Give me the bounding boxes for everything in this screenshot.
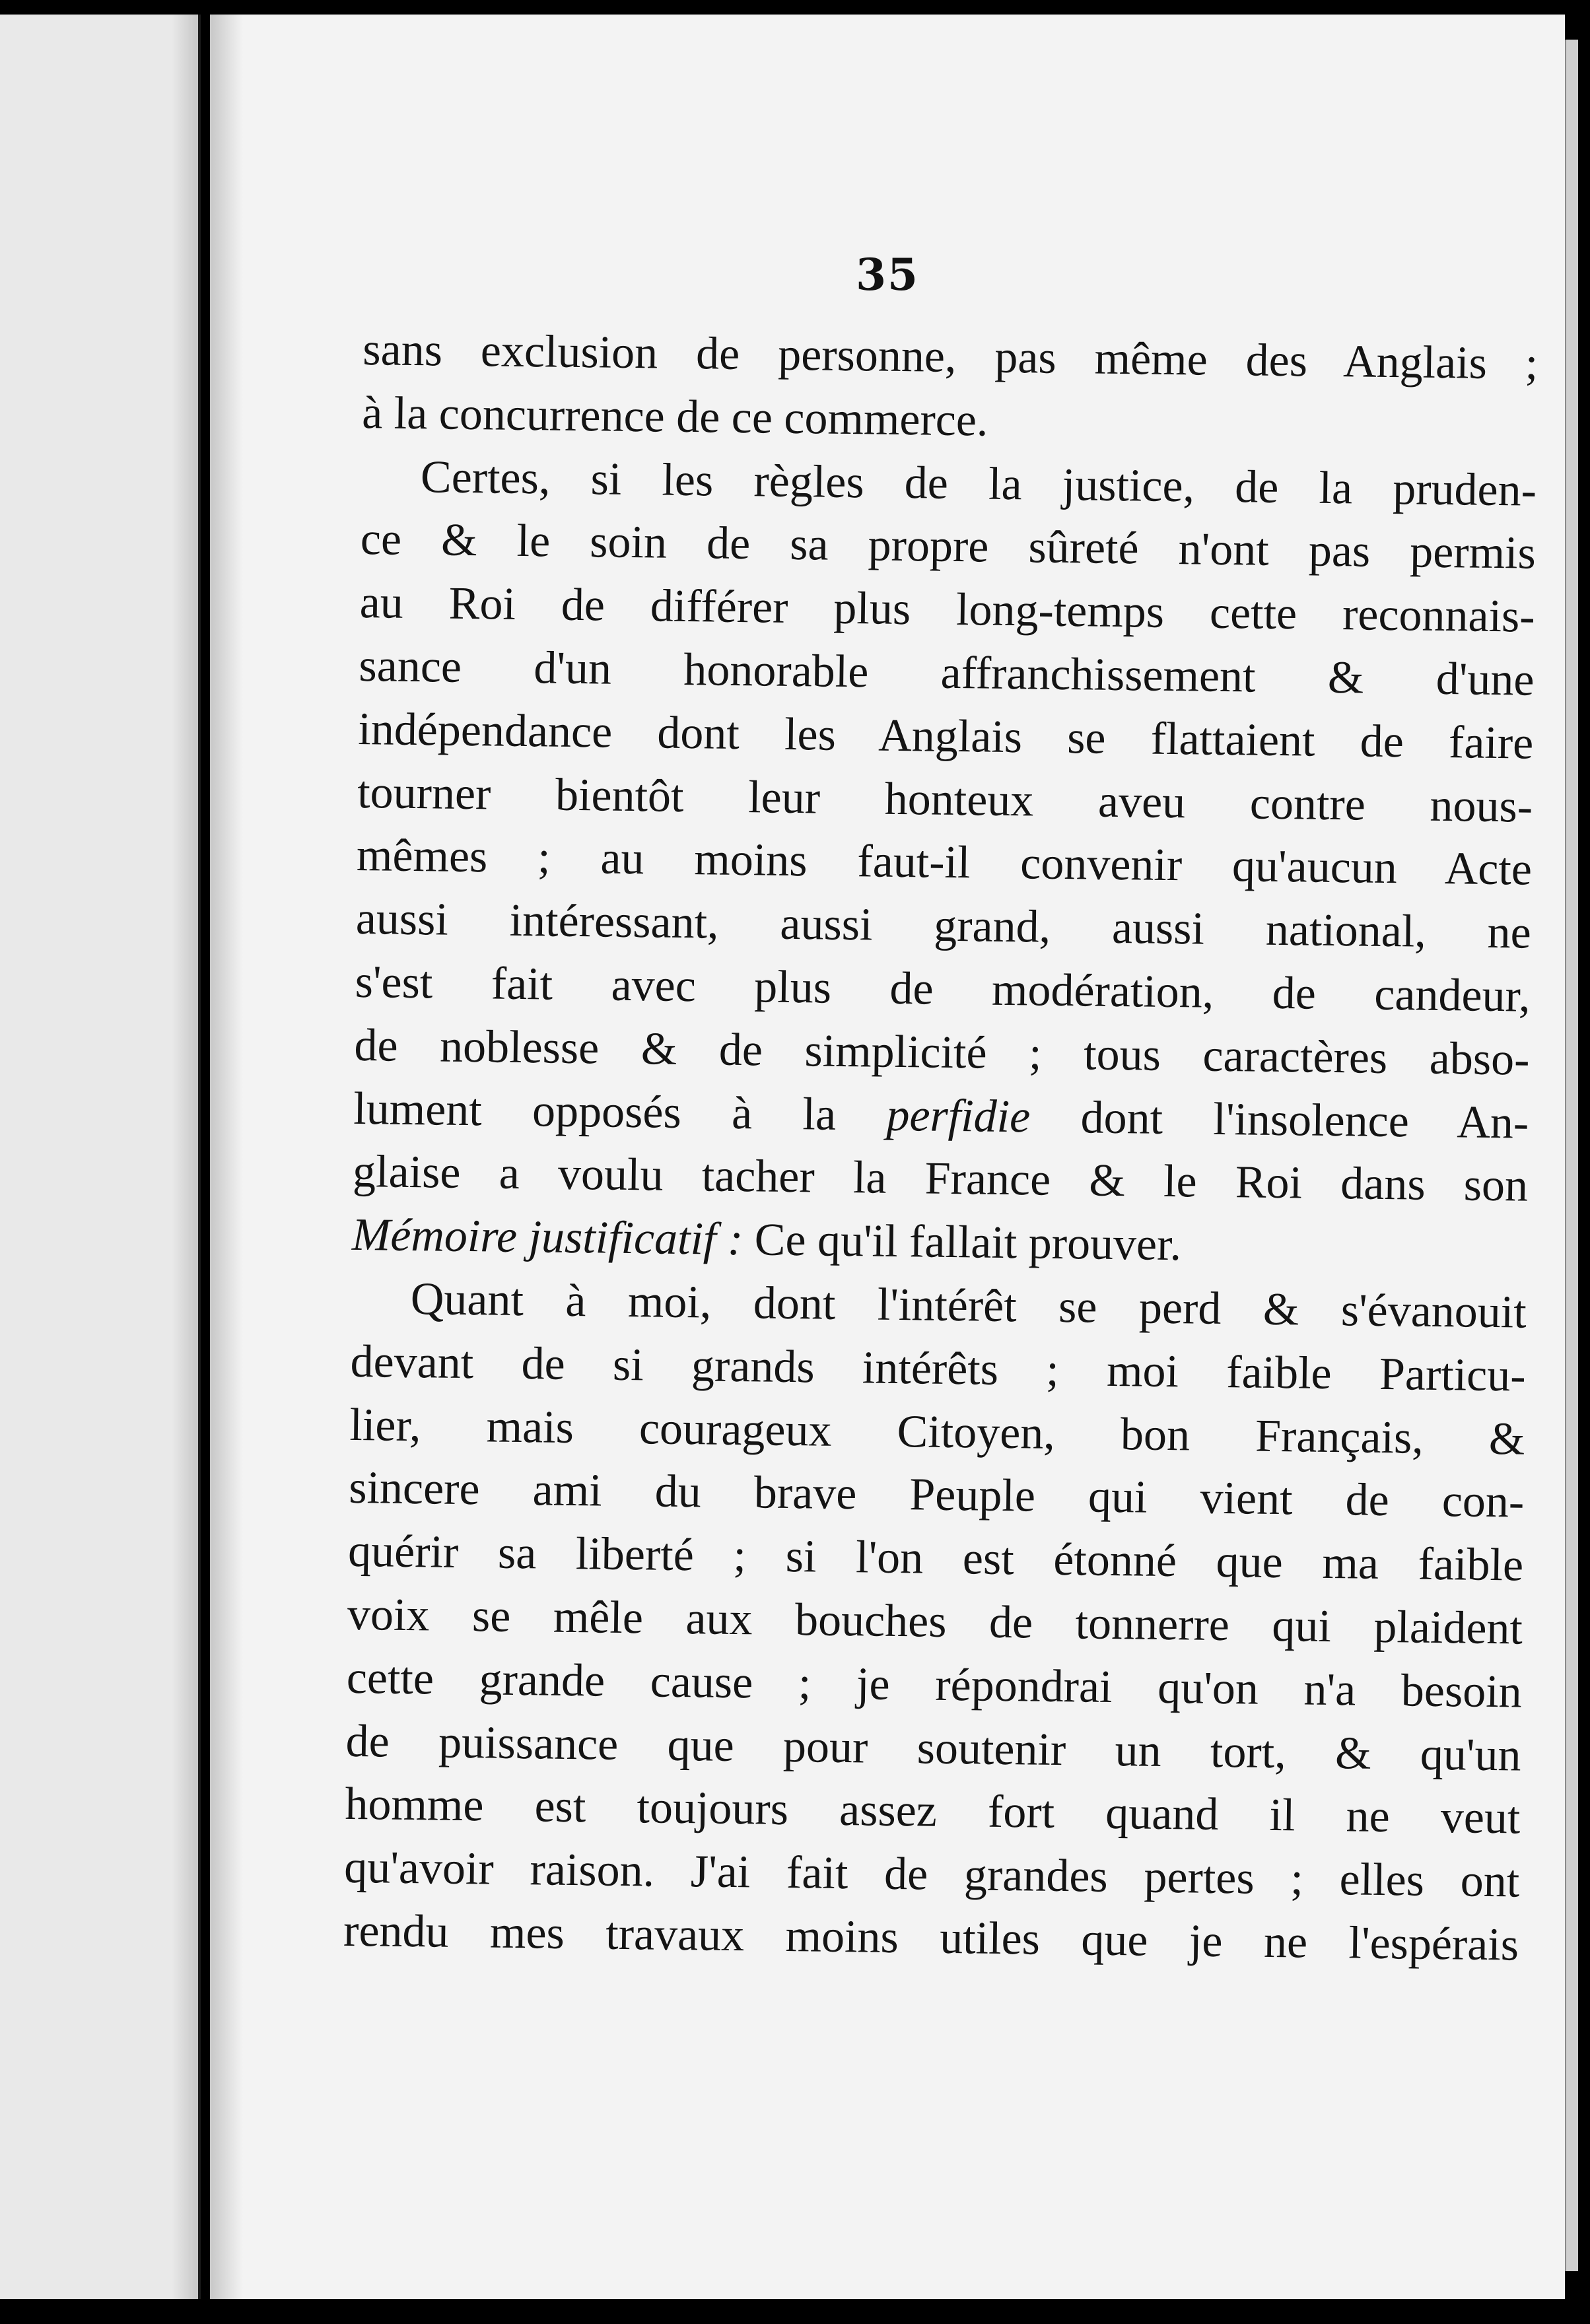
text-line-1: sans exclusion de personne, pas même des Anglais ;	[362, 324, 1538, 390]
text-line-17: devant de si grands intérêts ; moi faible Particu-	[350, 1336, 1527, 1402]
text-line-10: aussi intéressant, aussi grand, aussi national, ne	[355, 893, 1532, 959]
text-line-26: rendu mes travaux moins utiles que je ne l'espérais	[343, 1905, 1519, 1971]
right-page	[210, 15, 1565, 2299]
left-page-shadow	[172, 15, 198, 2299]
body-text	[343, 318, 1538, 1977]
italic-title-memoire: Mémoire justificatif :	[351, 1210, 743, 1266]
text-line-25: qu'avoir raison. J'ai fait de grandes pertes ; elles ont	[343, 1841, 1520, 1907]
text-line-7: indépendance dont les Anglais se flattaient de faire	[357, 703, 1534, 769]
page-fore-edge	[1565, 40, 1578, 2271]
text-line-9: mêmes ; au moins faut-il convenir qu'aucun Acte	[356, 830, 1533, 896]
text-line-22: cette grande cause ; je répondrai qu'on n'a besoin	[346, 1652, 1523, 1718]
text-line-18: lier, mais courageux Citoyen, bon Français, &	[349, 1399, 1525, 1465]
text-line-20: quérir sa liberté ; si l'on est étonné que ma faible	[347, 1526, 1524, 1591]
text-line-15-end: Ce qu'il fallait prouver.	[754, 1214, 1182, 1271]
text-line-23: de puissance que pour soutenir un tort, & qu'un	[345, 1715, 1522, 1781]
text-line-13-start: lument opposés à la	[353, 1083, 837, 1140]
text-line-3: Certes, si les règles de la justice, de la pruden-	[420, 451, 1537, 516]
text-line-4: ce & le soin de sa propre sûreté n'ont pas permis	[360, 514, 1537, 580]
text-line-6: sance d'un honorable affranchissement & d'une	[359, 640, 1535, 706]
text-line-2: à la concurrence de ce commerce.	[361, 387, 988, 446]
text-line-14: glaise a voulu tacher la France & le Roi dans son	[352, 1146, 1529, 1212]
text-line-19: sincere ami du brave Peuple qui vient de con-	[348, 1462, 1525, 1528]
text-line-12: de noblesse & de simplicité ; tous caractères abso-	[354, 1019, 1530, 1085]
italic-word-perfidie: perfidie	[886, 1089, 1031, 1142]
text-line-11: s'est fait avec plus de modération, de candeur,	[355, 956, 1531, 1022]
text-line-5: au Roi de différer plus long-temps cette reconnais-	[359, 577, 1536, 642]
text-line-21: voix se mêle aux bouches de tonnerre qui plaident	[347, 1589, 1523, 1655]
text-line-24: homme est toujours assez fort quand il ne veut	[345, 1779, 1521, 1844]
text-line-8: tourner bientôt leur honteux aveu contre nous-	[357, 767, 1533, 833]
text-line-13-end: dont l'insolence An-	[1080, 1091, 1529, 1149]
gutter-shadow	[210, 15, 243, 2299]
text-line-16: Quant à moi, dont l'intérêt se perd & s'évanouit	[410, 1273, 1527, 1338]
left-page-edge	[0, 15, 201, 2299]
page-number: 35	[856, 249, 919, 300]
